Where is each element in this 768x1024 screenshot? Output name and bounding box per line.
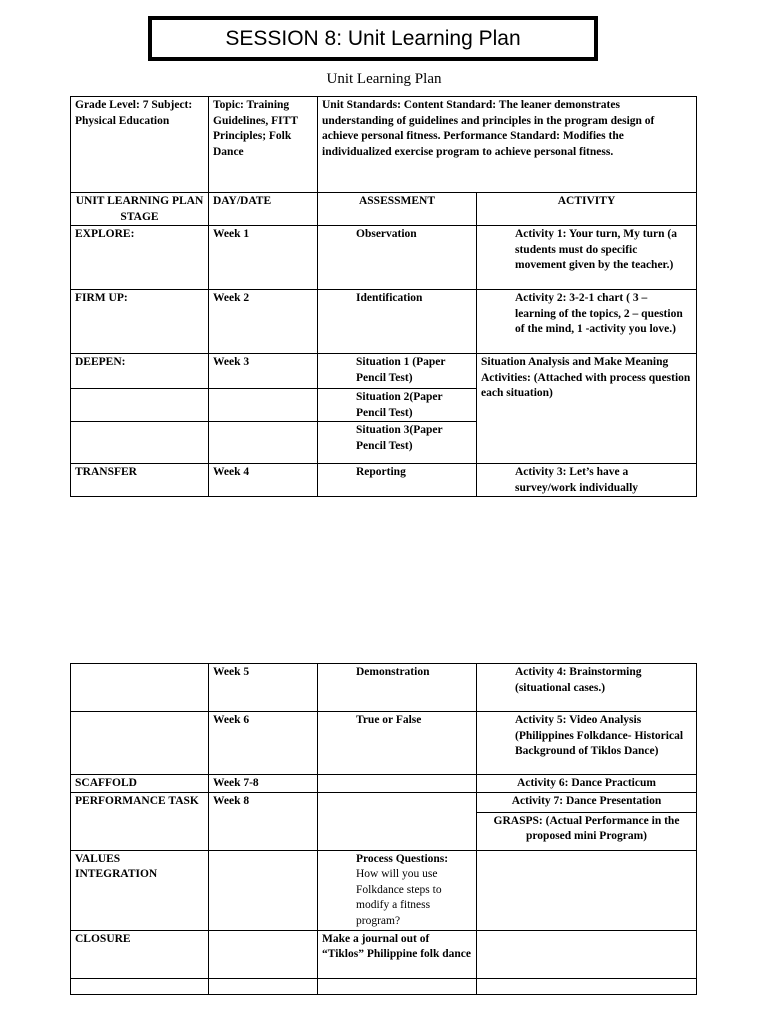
assessment-cell: Identification bbox=[318, 290, 477, 354]
table-row bbox=[71, 792, 697, 812]
stage-cell: FIRM UP: bbox=[71, 290, 209, 354]
day-cell bbox=[209, 850, 318, 930]
activity-cell: Activity 7: Dance Presentation bbox=[477, 792, 697, 812]
activity-cell bbox=[477, 978, 697, 994]
stage-cell: SCAFFOLD bbox=[71, 775, 209, 793]
assessment-cell: Situation 2(Paper Pencil Test) bbox=[318, 389, 477, 422]
day-cell: Week 7-8 bbox=[209, 775, 318, 793]
assessment-cell: True or False bbox=[318, 712, 477, 775]
assessment-cell bbox=[318, 775, 477, 793]
day-cell bbox=[209, 930, 318, 978]
activity-cell: Activity 1: Your turn, My turn (a students must do specific movement given by the teacher.) bbox=[477, 226, 697, 290]
table-row bbox=[71, 464, 697, 497]
activity-cell: Situation Analysis and Make Meaning Activities: (Attached with process question each situation) bbox=[477, 354, 697, 464]
stage-cell: CLOSURE bbox=[71, 930, 209, 978]
assessment-cell bbox=[318, 792, 477, 850]
grade-subject-cell: Grade Level: 7 Subject: Physical Education bbox=[71, 97, 209, 193]
process-questions-body: How will you use Folkdance steps to modify a fitness program? bbox=[356, 868, 442, 927]
stage-cell: PERFORMANCE TASK bbox=[71, 792, 209, 850]
day-cell bbox=[209, 422, 318, 464]
column-header-day: DAY/DATE bbox=[209, 193, 318, 226]
table-row bbox=[71, 850, 697, 930]
assessment-cell bbox=[318, 978, 477, 994]
assessment-cell: Observation bbox=[318, 226, 477, 290]
assessment-cell: Situation 1 (Paper Pencil Test) bbox=[318, 354, 477, 389]
activity-cell: Activity 3: Let’s have a survey/work individually bbox=[477, 464, 697, 497]
day-cell: Week 2 bbox=[209, 290, 318, 354]
stage-cell bbox=[71, 389, 209, 422]
day-cell bbox=[209, 978, 318, 994]
column-header-stage: UNIT LEARNING PLAN STAGE bbox=[71, 193, 209, 226]
table-row bbox=[71, 290, 697, 354]
table-row bbox=[71, 978, 697, 994]
activity-cell: Activity 6: Dance Practicum bbox=[477, 775, 697, 793]
day-cell: Week 4 bbox=[209, 464, 318, 497]
activity-cell: Activity 4: Brainstorming (situational cases.) bbox=[477, 664, 697, 712]
assessment-cell: Make a journal out of “Tiklos” Philippine folk dance bbox=[318, 930, 477, 978]
assessment-cell: Reporting bbox=[318, 464, 477, 497]
session-banner bbox=[148, 16, 598, 61]
table-row bbox=[71, 97, 697, 193]
table-row bbox=[71, 226, 697, 290]
activity-cell: Activity 2: 3-2-1 chart ( 3 – learning of the topics, 2 – question of the mind, 1 -activity you love.) bbox=[477, 290, 697, 354]
day-cell: Week 5 bbox=[209, 664, 318, 712]
topic-cell: Topic: Training Guidelines, FITT Principles; Folk Dance bbox=[209, 97, 318, 193]
table-row bbox=[71, 775, 697, 793]
table-row bbox=[71, 664, 697, 712]
column-header-assessment: ASSESSMENT bbox=[318, 193, 477, 226]
stage-cell: TRANSFER bbox=[71, 464, 209, 497]
column-header-activity: ACTIVITY bbox=[477, 193, 697, 226]
assessment-cell: Situation 3(Paper Pencil Test) bbox=[318, 422, 477, 464]
stage-cell bbox=[71, 664, 209, 712]
stage-cell bbox=[71, 422, 209, 464]
unit-standards-cell: Unit Standards: Content Standard: The leaner demonstrates understanding of guidelines and principles in the program design of achieve personal fitness. Performance Standard: Modifies the individualized exercise program to achieve personal fitness. bbox=[318, 97, 697, 193]
unit-plan-table-2 bbox=[70, 663, 697, 995]
stage-cell bbox=[71, 978, 209, 994]
session-title: SESSION 8: Unit Learning Plan bbox=[225, 26, 521, 50]
stage-cell: EXPLORE: bbox=[71, 226, 209, 290]
grasps-cell: GRASPS: (Actual Performance in the proposed mini Program) bbox=[477, 812, 697, 850]
day-cell: Week 6 bbox=[209, 712, 318, 775]
table-row bbox=[71, 354, 697, 389]
day-cell: Week 3 bbox=[209, 354, 318, 389]
process-questions-cell bbox=[318, 850, 477, 930]
table-header-row bbox=[71, 193, 697, 226]
process-questions-title: Process Questions: bbox=[356, 852, 449, 865]
day-cell bbox=[209, 389, 318, 422]
stage-cell bbox=[71, 712, 209, 775]
table-row bbox=[71, 712, 697, 775]
document-title: Unit Learning Plan bbox=[326, 71, 442, 87]
activity-cell bbox=[477, 850, 697, 930]
table-row bbox=[71, 930, 697, 978]
unit-plan-table-1 bbox=[70, 96, 697, 497]
assessment-cell: Demonstration bbox=[318, 664, 477, 712]
activity-cell bbox=[477, 930, 697, 978]
day-cell: Week 8 bbox=[209, 792, 318, 850]
stage-cell: DEEPEN: bbox=[71, 354, 209, 389]
activity-cell: Activity 5: Video Analysis (Philippines Folkdance- Historical Background of Tiklos Dance) bbox=[477, 712, 697, 775]
stage-cell: VALUES INTEGRATION bbox=[71, 850, 209, 930]
day-cell: Week 1 bbox=[209, 226, 318, 290]
